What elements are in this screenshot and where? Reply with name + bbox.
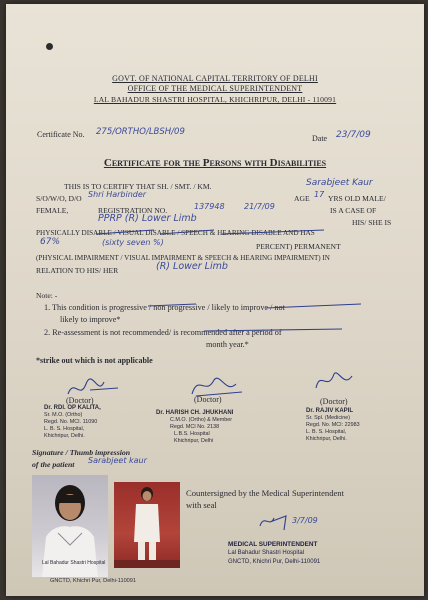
certificate-no-value: 275/ORTHO/LBSH/09 (96, 127, 185, 137)
percent-words: (sixty seven %) (102, 238, 164, 247)
doctor-2-label: (Doctor) (194, 395, 222, 404)
case-of-label: IS A CASE OF (330, 206, 377, 215)
doctor-1-label: (Doctor) (66, 396, 94, 405)
doctor-1-line: Khichripur, Delhi. (44, 433, 85, 439)
doctor-3-stamp (306, 408, 360, 443)
patient-photo-2 (114, 482, 180, 568)
header-govt: GOVT. OF NATIONAL CAPITAL TERRITORY OF DELHI (112, 74, 318, 83)
photo-stamp (42, 560, 105, 567)
doctor-3-line: Sr. Spl. (Medicine) (306, 415, 351, 421)
registration-date: 21/7/09 (244, 202, 275, 211)
date-label: Date (312, 134, 328, 143)
impairment-line: (PHYSICAL IMPAIRMENT / VISUAL IMPAIRMENT & SPEECH & HEARING IMPAIRMENT) IN (36, 254, 330, 262)
doctor-1-line: Sr. M.O. (Ortho) (44, 412, 83, 418)
certificate-title: Certificate for the Persons with Disabilities (103, 157, 327, 169)
doctor-2-name: Dr. HARISH CH. JHUKHANI (156, 410, 234, 416)
doctor-2-line: C.M.O. (Ortho) & Member (170, 417, 233, 423)
relation-prefix: S/O/W/O, D/O (36, 194, 82, 203)
relation-part-value: (R) Lower Limb (156, 261, 228, 272)
percent-suffix: PERCENT) PERMANENT (256, 242, 341, 251)
ms-stamp-hospital: Lal Bahadur Shastri Hospital (228, 550, 305, 556)
note-2-line-b: month year.* (206, 340, 249, 349)
note-1-line-a: 1. This condition is progressive / non progressive / likely to improve / not (44, 303, 285, 312)
note-2-line-a: 2. Re-assessment is not recommended/ is recommended after a period of (44, 328, 282, 337)
countersign-date: 3/7/09 (292, 516, 318, 525)
patient-signature-label-1: Signature / Thumb impression (32, 448, 131, 457)
note-label: Note: - (36, 291, 58, 300)
doctor-3-signature (308, 366, 358, 396)
doctor-1-line: Regd. No. MCI. 11090 (44, 419, 98, 425)
strike-marks-note2 (202, 324, 362, 336)
age-label: AGE (294, 194, 310, 203)
diagnosis-value: PPRP (R) Lower Limb (98, 213, 197, 224)
doctor-1-line: L. B. S. Hospital, (44, 426, 85, 432)
punch-hole-top (46, 43, 53, 50)
female-label: FEMALE, (36, 206, 69, 215)
header-hospital: LAL BAHADUR SHASTRI HOSPITAL, KHICHRIPUR, DELHI - 110091 (93, 95, 337, 104)
registration-label: REGISTRATION NO. (98, 206, 168, 215)
doctor-2-line: Khichripur, Delhi (174, 438, 214, 444)
photo-stamp-line: Lal Bahadur Shastri Hospital (42, 560, 106, 566)
doctor-2-stamp (156, 410, 233, 445)
countersign-line-2: with seal (186, 500, 217, 510)
photo-stamp-address: GNCTD, Khichri Pur, Delhi-110091 (50, 578, 137, 584)
certify-text: THIS IS TO CERTIFY THAT SH. / SMT. / KM. (64, 182, 212, 191)
disability-type-line: PHYSICALLY DISABLE / VISUAL DISABLE / SPEECH & HEARING DISABLE AND HAS (36, 229, 315, 237)
doctor-2-line: Regd. MCI No. 2138 (170, 424, 220, 430)
certificate-no-label: Certificate No. (37, 130, 85, 139)
strike-out-note: *strike out which is not applicable (36, 356, 153, 365)
patient-signature-label-2: of the patient (32, 460, 75, 469)
patient-signature-value: Sarabjeet kaur (88, 456, 147, 465)
doctor-2-line: L.B.S. Hospital (174, 431, 210, 437)
patient-portrait-2 (114, 482, 180, 568)
relation-value: Shri Harbinder (88, 190, 147, 199)
doctor-1-name: Dr. RDI. OP KALITA, (44, 405, 101, 411)
date-value: 23/7/09 (336, 130, 371, 140)
strike-marks-note1 (146, 300, 386, 312)
registration-value: 137948 (194, 202, 225, 211)
note-1-line-b: likely to improve* (60, 315, 121, 324)
doctor-3-line: Khichripur, Delhi. (306, 436, 347, 442)
relation-line: RELATION TO HIS/ HER (36, 266, 119, 275)
ms-stamp-title: MEDICAL SUPERINTENDENT (228, 541, 318, 548)
percent-value: 67% (40, 237, 61, 247)
doctor-1-stamp (44, 405, 101, 440)
countersign-line-1: Countersigned by the Medical Superintendent (186, 488, 344, 498)
age-value: 17 (314, 190, 325, 199)
doctor-3-line: L. B. S. Hospital, (306, 429, 347, 435)
doctor-3-line: Regd. No. MCI: 22983 (306, 422, 360, 428)
doctor-3-name: Dr. RAJIV KAPIL (306, 408, 354, 414)
his-her-label: HIS/ SHE IS (352, 218, 392, 227)
strike-marks-disability (94, 226, 334, 238)
age-suffix: YRS OLD MALE/ (328, 194, 386, 203)
doctor-3-label: (Doctor) (320, 397, 348, 406)
certificate-document (6, 4, 424, 596)
ms-stamp-address: GNCTD, Khichri Pur, Delhi-110091 (228, 559, 321, 565)
header-office: OFFICE OF THE MEDICAL SUPERINTENDENT (127, 84, 303, 93)
patient-name-value: Sarabjeet Kaur (306, 178, 373, 188)
